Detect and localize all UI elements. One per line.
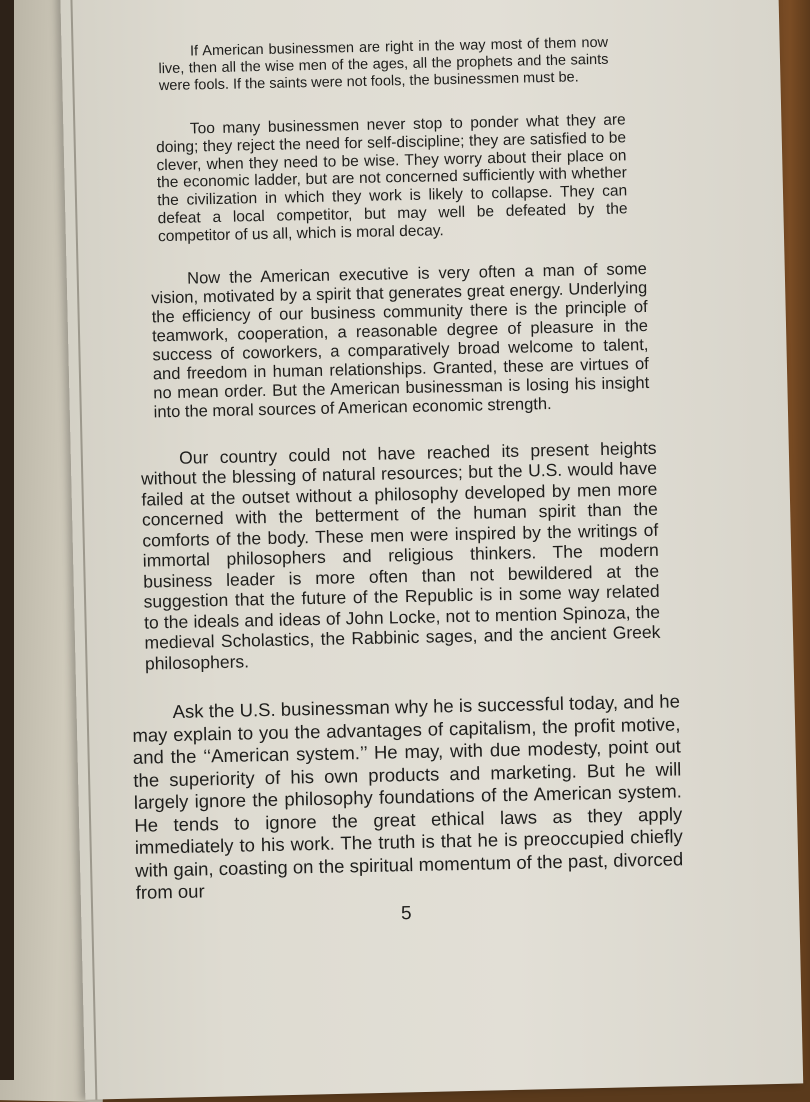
paragraph: Our country could not have reached its present heights without the blessing of natural resources; but the U.S. would have failed at the outset without a philosophy developed by men more concerned with the betterment of the human spirit than the comforts of the body. These men were inspired by the writings of immortal philosophers and religious thinkers. The modern business leader is more often than not bewildered at the suggestion that the future of the Republic is in some way related to the ideals and ideas of John Locke, not to mention Spinoza, the medieval Scholastics, the Rabbinic sages, and the ancient Greek philosophers. bbox=[140, 437, 661, 674]
paragraph: Too many businessmen never stop to ponder what they are doing; they reject the need for self-discipline; they are satisfied to be clever, when they need to be wise. They worry about their place on the economic ladder, but are not concerned sufficiently with whether the civilization in which they work is likely to collapse. They can defeat a local competitor, but may well be defeated by the competitor of us all, which is moral decay. bbox=[155, 111, 628, 245]
paragraph: If American businessmen are right in the way most of them now live, then all the wise men of the ages, all the prophets and the saints were fools. If the saints were not fools, the businessmen must be. bbox=[158, 34, 609, 95]
paragraph: Ask the U.S. businessman why he is successful today, and he may explain to you the advantages of capitalism, the profit motive, and the ‘‘American system.’’ He may, with due modesty, point out the superiority of his own products and marketing. But he will largely ignore the philosophy foundations of the American system. He tends to ignore the great ethical laws as they apply immediately to his work. The truth is that he is preoccupied chiefly with gain, coasting on the spiritual momentum of the past, divorced from our bbox=[132, 690, 684, 903]
paragraph: Now the American executive is very often a man of some vision, motivated by a spirit that generates great energy. Underlying the efficiency of our business community there is the principle of teamwork, cooperation, a reasonable degree of pleasure in the success of coworkers, a comparatively broad welcome to talent, and freedom in human relationships. Granted, these are virtues of no mean order. But the American businessman is losing his insight into the moral sources of American economic strength. bbox=[151, 259, 650, 421]
page-number: 5 bbox=[400, 902, 412, 924]
left-shadow bbox=[0, 0, 14, 1080]
page-text bbox=[118, 33, 688, 930]
